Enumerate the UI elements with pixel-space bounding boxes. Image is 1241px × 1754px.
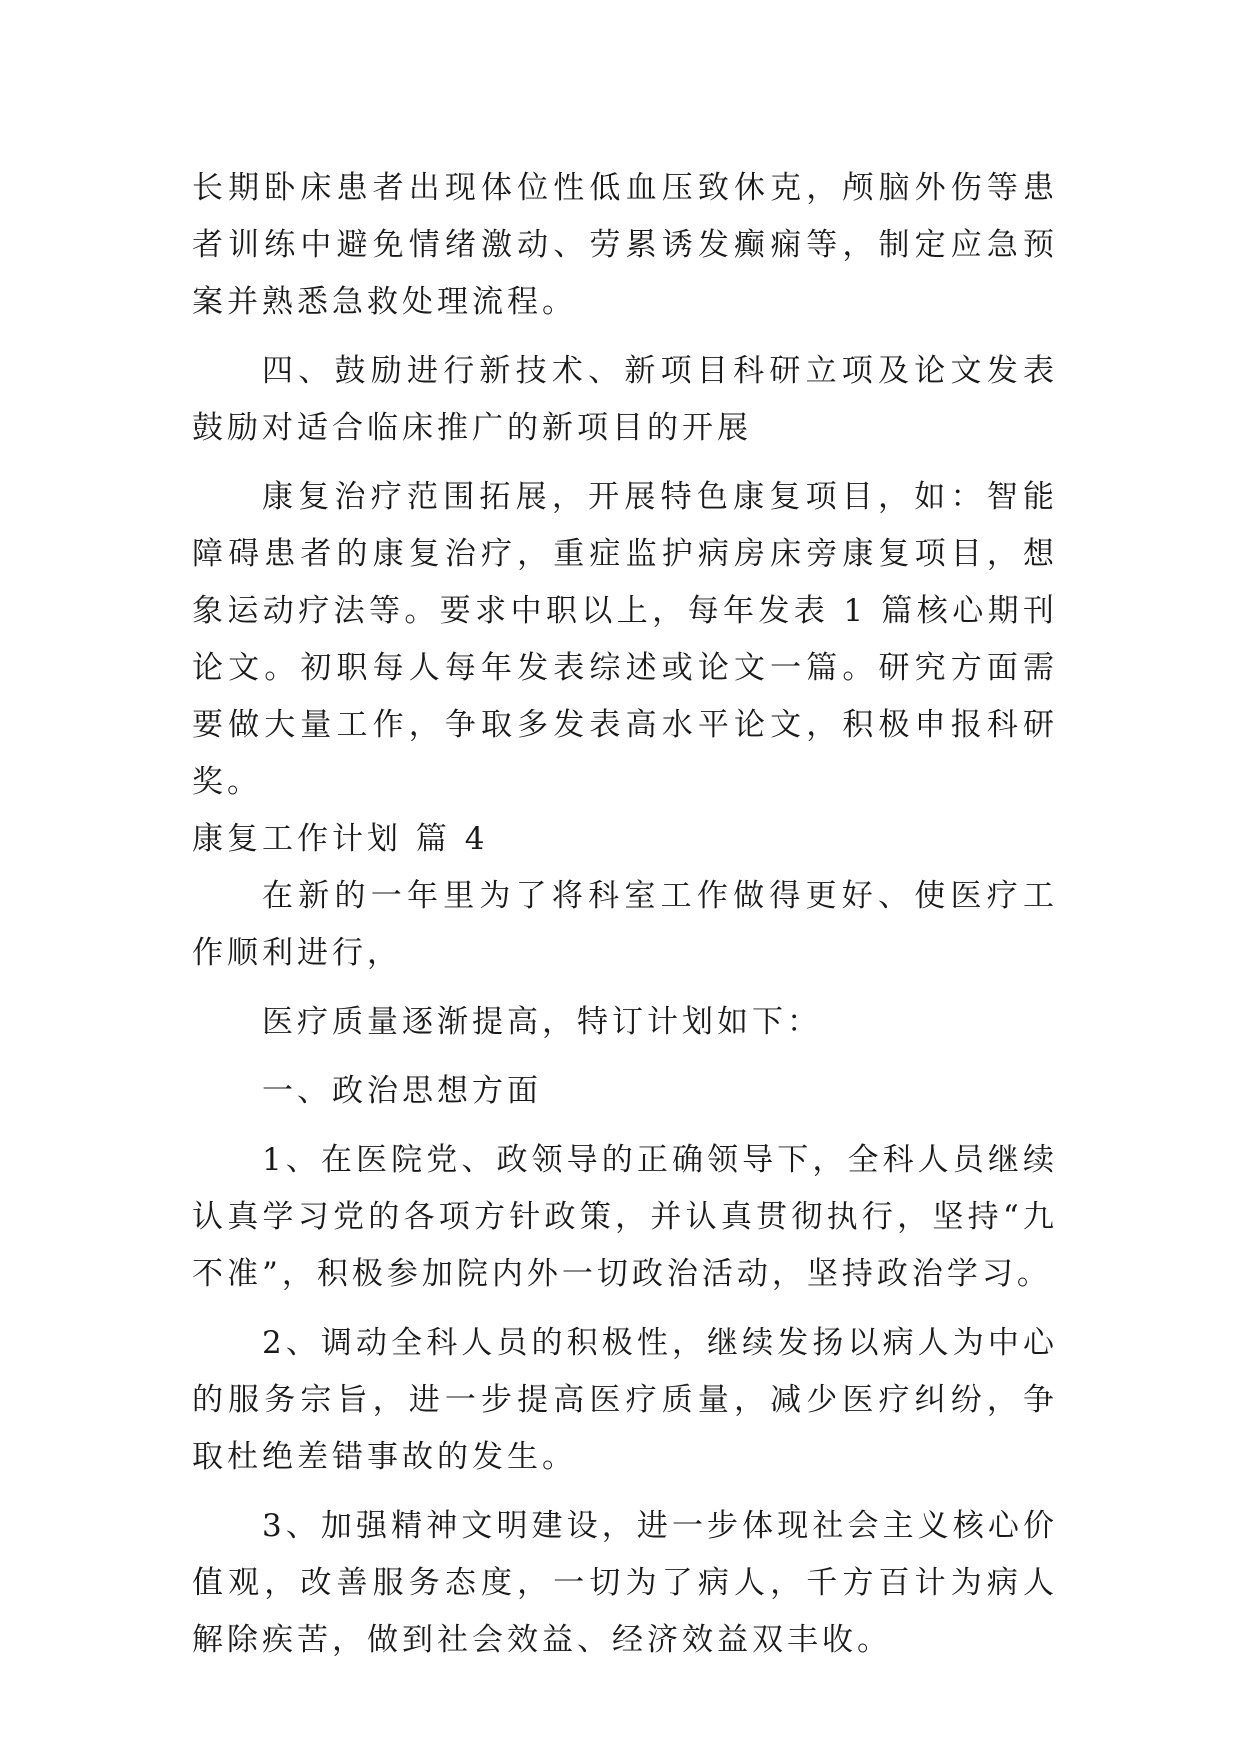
paragraph-quality: 医疗质量逐渐提高，特订计划如下： <box>262 1004 822 1040</box>
document-body <box>192 160 1058 1669</box>
section-title-plan-4: 康复工作计划 篇 4 <box>192 821 489 857</box>
paragraph-rehab-scope: 康复治疗范围拓展，开展特色康复项目，如：智能障碍患者的康复治疗，重症监护病房床旁康复项目，想象运动疗法等。要求中职以上，每年发表 1 篇核心期刊论文。初职每人每年发表综述或论文一篇。研究方面需要做大量工作，争取多发表高水平论文，积极申报科研奖。 <box>192 479 1058 800</box>
section-heading-political: 一、政治思想方面 <box>262 1073 542 1109</box>
paragraph-item-3: 3、加强精神文明建设，进一步体现社会主义核心价值观，改善服务态度，一切为了病人，千方百计为病人解除疾苦，做到社会效益、经济效益双丰收。 <box>192 1508 1058 1658</box>
paragraph-emergency-plan: 长期卧床患者出现体位性低血压致休克，颅脑外伤等患者训练中避免情绪激动、劳累诱发癫痫等，制定应急预案并熟悉急救处理流程。 <box>192 170 1058 320</box>
paragraph-intro: 在新的一年里为了将科室工作做得更好、使医疗工作顺利进行， <box>192 878 1058 971</box>
section-heading-research: 四、鼓励进行新技术、新项目科研立项及论文发表鼓励对适合临床推广的新项目的开展 <box>192 353 1058 446</box>
paragraph-item-2: 2、调动全科人员的积极性，继续发扬以病人为中心的服务宗旨，进一步提高医疗质量，减少医疗纠纷，争取杜绝差错事故的发生。 <box>192 1325 1058 1475</box>
paragraph-item-1: 1、在医院党、政领导的正确领导下，全科人员继续认真学习党的各项方针政策，并认真贯彻执行，坚持“九不准”，积极参加院内外一切政治活动，坚持政治学习。 <box>192 1142 1058 1292</box>
